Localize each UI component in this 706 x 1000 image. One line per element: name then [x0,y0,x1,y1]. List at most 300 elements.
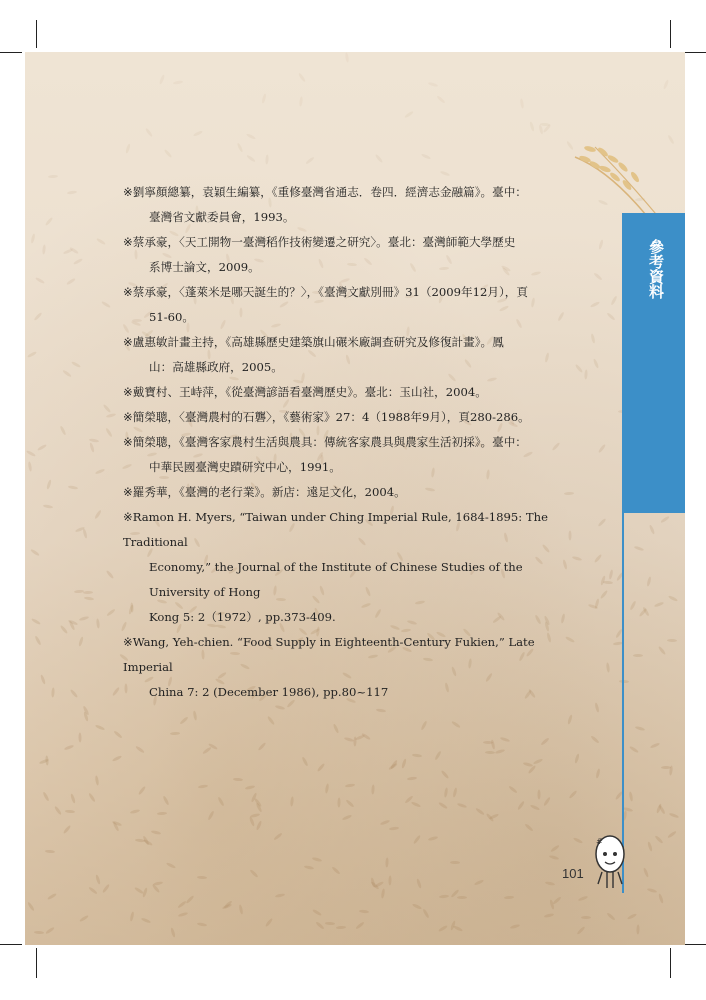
rice-grain [571,556,581,562]
rice-grain [193,710,198,720]
rice-grain [34,931,44,935]
rice-grain [332,724,339,734]
rice-grain [246,133,256,140]
rice-grain [568,530,571,540]
rice-grain [95,469,105,476]
rice-grain [453,925,463,932]
rice-grain [42,244,46,254]
rice-mascot-icon [590,832,630,892]
rice-grain [177,900,187,909]
rice-grain [106,608,116,617]
rice-grain [111,687,119,697]
rice-grain [170,927,176,937]
rice-grain [274,832,284,841]
rice-grain [78,733,81,743]
rice-grain [26,450,36,457]
reference-line: 中華民國臺灣史蹟研究中心，1991。 [149,460,341,474]
rice-grain [627,913,637,920]
rice-grain [70,793,76,803]
rice-grain [274,893,284,898]
rice-grain [435,751,443,761]
rice-grain [557,311,565,321]
rice-grain [178,911,188,917]
rice-grain [609,569,614,579]
rice-grain [47,893,57,901]
rice-grain [404,110,414,118]
rice-grain [474,879,484,886]
rice-grain [355,734,365,741]
rice-grain [106,413,116,418]
rice-grain [151,830,161,835]
rice-grain [560,613,565,623]
rice-grain [438,924,448,932]
rice-grain [529,122,535,132]
rice-grain [577,926,586,935]
rice-grain [164,148,173,157]
rice-grain [305,156,315,165]
rice-grain [630,600,637,610]
rice-grain [324,784,329,794]
reference-item [123,430,553,480]
rice-grain [421,153,431,160]
rice-grain [578,896,588,902]
reference-line: 簡榮聰，《臺灣客家農村生活與農具：傳統客家農具與農家生活初採》。臺中： [132,435,527,449]
rice-grain [249,816,255,826]
reference-mark: ※ [123,235,133,249]
rice-grain [60,426,67,436]
rice-grain [68,485,78,490]
rice-grain [589,301,599,308]
rice-grain [114,730,124,739]
rice-grain [655,835,664,844]
rice-grain [35,277,45,285]
rice-grain [179,716,189,725]
rice-grain [611,295,618,305]
rice-grain [658,804,666,814]
rice-grain [517,801,525,811]
rice-grain [380,820,390,826]
rice-grain [667,830,677,838]
rice-grain [342,814,352,821]
rice-grain [436,95,446,104]
rice-grain [95,874,101,884]
rice-grain [233,777,243,781]
reference-mark: ※ [123,435,133,449]
rice-grain [43,504,53,509]
rice-grain [543,797,551,807]
rice-grain [594,554,603,564]
rice-grain [584,370,588,380]
rice-grain [42,792,49,802]
rice-grain [312,857,322,862]
rice-grain [633,654,643,657]
rice-grain [476,808,486,816]
rice-grain [410,801,420,808]
rice-grain [565,636,575,643]
rice-grain [594,702,599,712]
rice-grain [574,364,583,374]
rice-grain [79,915,89,923]
rice-grain [503,896,513,900]
rice-grain [450,861,460,864]
rice-grain [45,926,55,934]
rice-grain [315,921,325,930]
rice-grain [598,518,607,527]
reference-mark: ※ [123,285,133,299]
rice-grain [550,845,560,853]
page-number: 101 [562,866,584,881]
rice-grain [407,776,417,780]
rice-grain [261,93,266,103]
rice-grain [95,776,100,786]
rice-grain [46,756,50,766]
rice-grain [64,745,74,751]
reference-line: 劉寧顏總纂，袁穎生編纂，《重修臺灣省通志．卷四．經濟志金融篇》。臺中： [132,185,527,199]
rice-grain [457,802,467,808]
section-tab-label: 參考資料 [647,239,665,299]
reference-line: 盧惠敏計畫主持，《高雄縣歷史建築旗山碾米廠調查研究及修復計畫》。鳳 [132,335,504,349]
rice-grain [237,142,244,152]
reference-item [123,405,553,430]
svg-text:#: # [596,837,603,846]
rice-grain [89,442,95,452]
rice-grain [79,616,89,622]
crop-mark [684,944,706,945]
crop-mark [670,948,671,978]
reference-line: 羅秀華，《臺灣的老行業》。新店：遠足文化，2004。 [132,485,406,499]
rice-grain [325,922,335,926]
rice-grain [649,743,659,750]
rice-grain [159,75,165,85]
section-tab [622,213,685,513]
rice-grain [290,797,294,807]
rice-grain [567,714,573,724]
rice-grain [412,754,422,758]
rice-grain [453,788,458,798]
crop-mark [0,944,22,945]
rice-grain [239,904,244,914]
rice-grain [637,924,640,934]
rice-grain [643,867,650,877]
rice-grain [112,755,122,762]
rice-grain [359,910,369,914]
rice-grain [166,862,176,869]
rice-grain [519,98,524,108]
rice-grain [416,879,422,889]
rice-grain [193,130,203,137]
rice-grain [250,813,260,818]
reference-mark: ※ [123,485,133,499]
crop-mark [670,20,671,48]
rice-grain [606,912,616,921]
rice-grain [401,758,407,768]
rice-grain [331,866,340,875]
rice-grain [27,351,37,358]
rice-grain [663,79,670,89]
reference-line: Wang, Yeh-chien. “Food Supply in Eighteenth-Century Fukien,” Late Imperial [123,635,535,674]
reference-line: 51-60。 [149,310,195,324]
rice-grain [145,128,153,138]
rice-grain [629,746,639,754]
rice-grain [34,312,43,321]
rice-grain [203,747,213,755]
rice-grain [457,896,467,899]
rice-grain [564,491,574,495]
rice-grain [599,589,608,599]
rice-grain [660,516,670,524]
rice-grain [412,903,422,910]
rice-grain [31,618,41,626]
rice-grain [62,369,72,377]
rice-grain [596,768,601,778]
rice-grain [653,601,663,607]
reference-mark: ※ [123,185,133,199]
rice-grain [37,444,47,452]
rice-grain [317,763,326,773]
rice-grain [298,72,306,82]
rice-grain [54,805,62,815]
reference-mark: ※ [123,385,133,399]
rice-grain [45,216,54,226]
rice-grain [186,895,195,904]
rice-grain [336,926,346,930]
reference-item [123,630,553,705]
rice-grain [157,812,167,816]
rice-grain [438,802,448,810]
reference-item [123,180,553,230]
rice-grain [88,793,96,803]
rice-grain [635,726,645,732]
rice-grain [606,312,615,321]
rice-grain [83,590,93,593]
rice-grain [451,721,461,729]
rice-grain [45,850,55,854]
rice-grain [138,786,147,796]
rice-grain [96,237,106,245]
rice-grain [440,170,450,176]
rice-grain [129,912,134,922]
rice-grain [376,708,386,713]
rice-grain [389,875,392,885]
rice-grain [413,835,421,845]
rice-grain [170,731,180,735]
rice-grain [88,886,98,895]
rice-grain [508,785,518,794]
rice-grain [197,876,207,880]
rice-grain [646,577,651,587]
rice-grain [592,358,599,368]
rice-grain [667,639,677,642]
reference-item [123,230,553,280]
rice-grain [574,754,580,764]
rice-grain [83,597,93,601]
rice-grain [197,922,207,927]
reference-line: 系博士論文，2009。 [149,260,260,274]
rice-grain [30,548,40,556]
rice-grain [540,737,550,746]
rice-grain [247,154,257,162]
rice-grain [299,96,303,106]
rice-grain [428,835,438,840]
rice-grain [590,334,595,344]
rice-grain [105,427,113,437]
rice-grain [40,674,46,684]
reference-line: 簡榮聰，〈臺灣農村的石礱〉，《藝術家》27：4（1988年9月），頁280-286。 [132,410,530,424]
reference-mark: ※ [123,635,133,649]
crop-mark [36,948,37,978]
crop-mark [684,52,706,53]
rice-grain [52,687,56,697]
rice-grain [275,705,285,710]
rice-grain [264,917,273,927]
rice-grain [70,689,79,699]
rice-grain [142,887,148,897]
rice-grain [552,897,562,906]
rice-grain [385,858,389,868]
rice-grain [198,784,208,788]
rice-grain [312,909,322,917]
rice-grain [573,837,583,844]
rice-grain [606,662,610,672]
rice-grain [420,721,427,731]
rice-grain [598,443,607,453]
rice-grain [647,888,657,894]
rice-grain [143,839,153,847]
crop-mark [0,52,22,53]
reference-line: Kong 5: 2（1972）, pp.373-409. [149,610,336,624]
reference-mark: ※ [123,410,133,424]
rice-grain [668,595,678,602]
rice-grain [95,725,105,732]
rice-grain [389,827,399,831]
rice-grain [545,881,555,886]
rice-grain [94,509,102,519]
crop-mark [36,20,37,48]
rice-grain [34,636,41,646]
document-page [25,52,685,945]
reference-line: 蔡承豪，〈蓬萊米是哪天誕生的？〉，《臺灣文獻別冊》31（2009年12月），頁 [132,285,528,299]
rice-grain [345,784,355,789]
rice-grain [130,809,140,814]
reference-item [123,380,553,405]
reference-mark: ※ [123,510,133,524]
rice-grain [301,757,308,767]
rice-grain [162,795,169,805]
rice-grain [444,787,449,797]
rice-grain [563,559,568,569]
rice-grain [27,902,35,912]
rice-grain [381,888,386,898]
rice-grain [46,479,52,489]
rice-grain [593,272,603,281]
reference-item [123,505,553,630]
rice-grain [78,636,84,646]
rice-grain [439,894,449,898]
rice-grain [530,804,540,811]
rice-grain [140,917,150,924]
rice-grain [267,716,275,726]
rice-grain [258,742,267,751]
rice-grain [59,625,68,635]
reference-line: Ramon H. Myers, “Taiwan under Ching Imperial Rule, 1684-1895: The Traditional [123,510,548,549]
reference-line: 蔡承豪，〈天工開物一臺灣稻作技術變遷之研究〉。臺北：臺灣師範大學歷史 [132,235,516,249]
rice-grain [135,746,145,754]
rice-grain [208,810,215,820]
rice-grain [537,789,540,799]
rice-grain [71,361,81,368]
rice-grain [244,785,254,790]
rice-grain [304,865,314,870]
rice-grain [82,529,87,539]
rice-grain [101,301,111,309]
reference-line: China 7: 2 (December 1986), pp.80~117 [149,685,389,699]
rice-grain [500,737,510,743]
rice-grain [96,618,100,628]
rice-grain [629,791,634,801]
rice-grain [491,739,496,749]
rice-grain [544,913,554,918]
rice-grain [494,749,504,755]
rice-grain [634,546,644,552]
rice-grain [67,190,77,194]
rice-grain [669,813,679,819]
reference-line: 山：高雄縣政府，2005。 [149,360,283,374]
rice-grain [568,789,577,798]
rice-grain [649,525,656,535]
rice-grain [249,869,258,878]
rice-grain [265,154,269,164]
rice-grain [217,796,225,806]
rice-grain [669,765,673,775]
rice-grain [103,404,112,413]
rice-grain [346,799,355,808]
rice-grain [485,751,495,754]
reference-line: Economy,” the Journal of the Institute of Chinese Studies of the University of Hong [149,560,523,599]
rice-grain [510,924,520,930]
rice-grain [441,770,450,779]
reference-line: 臺灣省文獻委員會，1993。 [149,210,295,224]
rice-grain [63,825,72,835]
rice-grain [106,570,115,580]
reference-item [123,330,553,380]
rice-grain [102,883,110,893]
rice-grain [428,81,438,87]
reference-line: 戴寶村、王峙萍，《從臺灣諺語看臺灣歷史》。臺北：玉山社，2004。 [132,385,487,399]
rice-grain [549,854,559,860]
rice-grain [48,175,58,179]
rice-grain [590,735,600,744]
rice-grain [125,143,131,153]
reference-item [123,280,553,330]
rice-grain [533,758,543,765]
rice-grain [66,278,76,286]
rice-grain [524,823,534,832]
rice-grain [581,916,591,919]
rice-grain [657,894,663,904]
reference-item [123,480,553,505]
rice-grain [422,908,430,918]
rice-grain [371,785,375,795]
rice-grain [337,798,340,808]
rice-grain [375,154,384,164]
rice-grain [603,580,613,584]
rice-grain [73,258,83,265]
rice-grain [658,645,667,655]
reference-mark: ※ [123,335,133,349]
rice-grain [65,810,75,814]
rice-grain [344,53,348,63]
rice-grain [28,462,33,472]
